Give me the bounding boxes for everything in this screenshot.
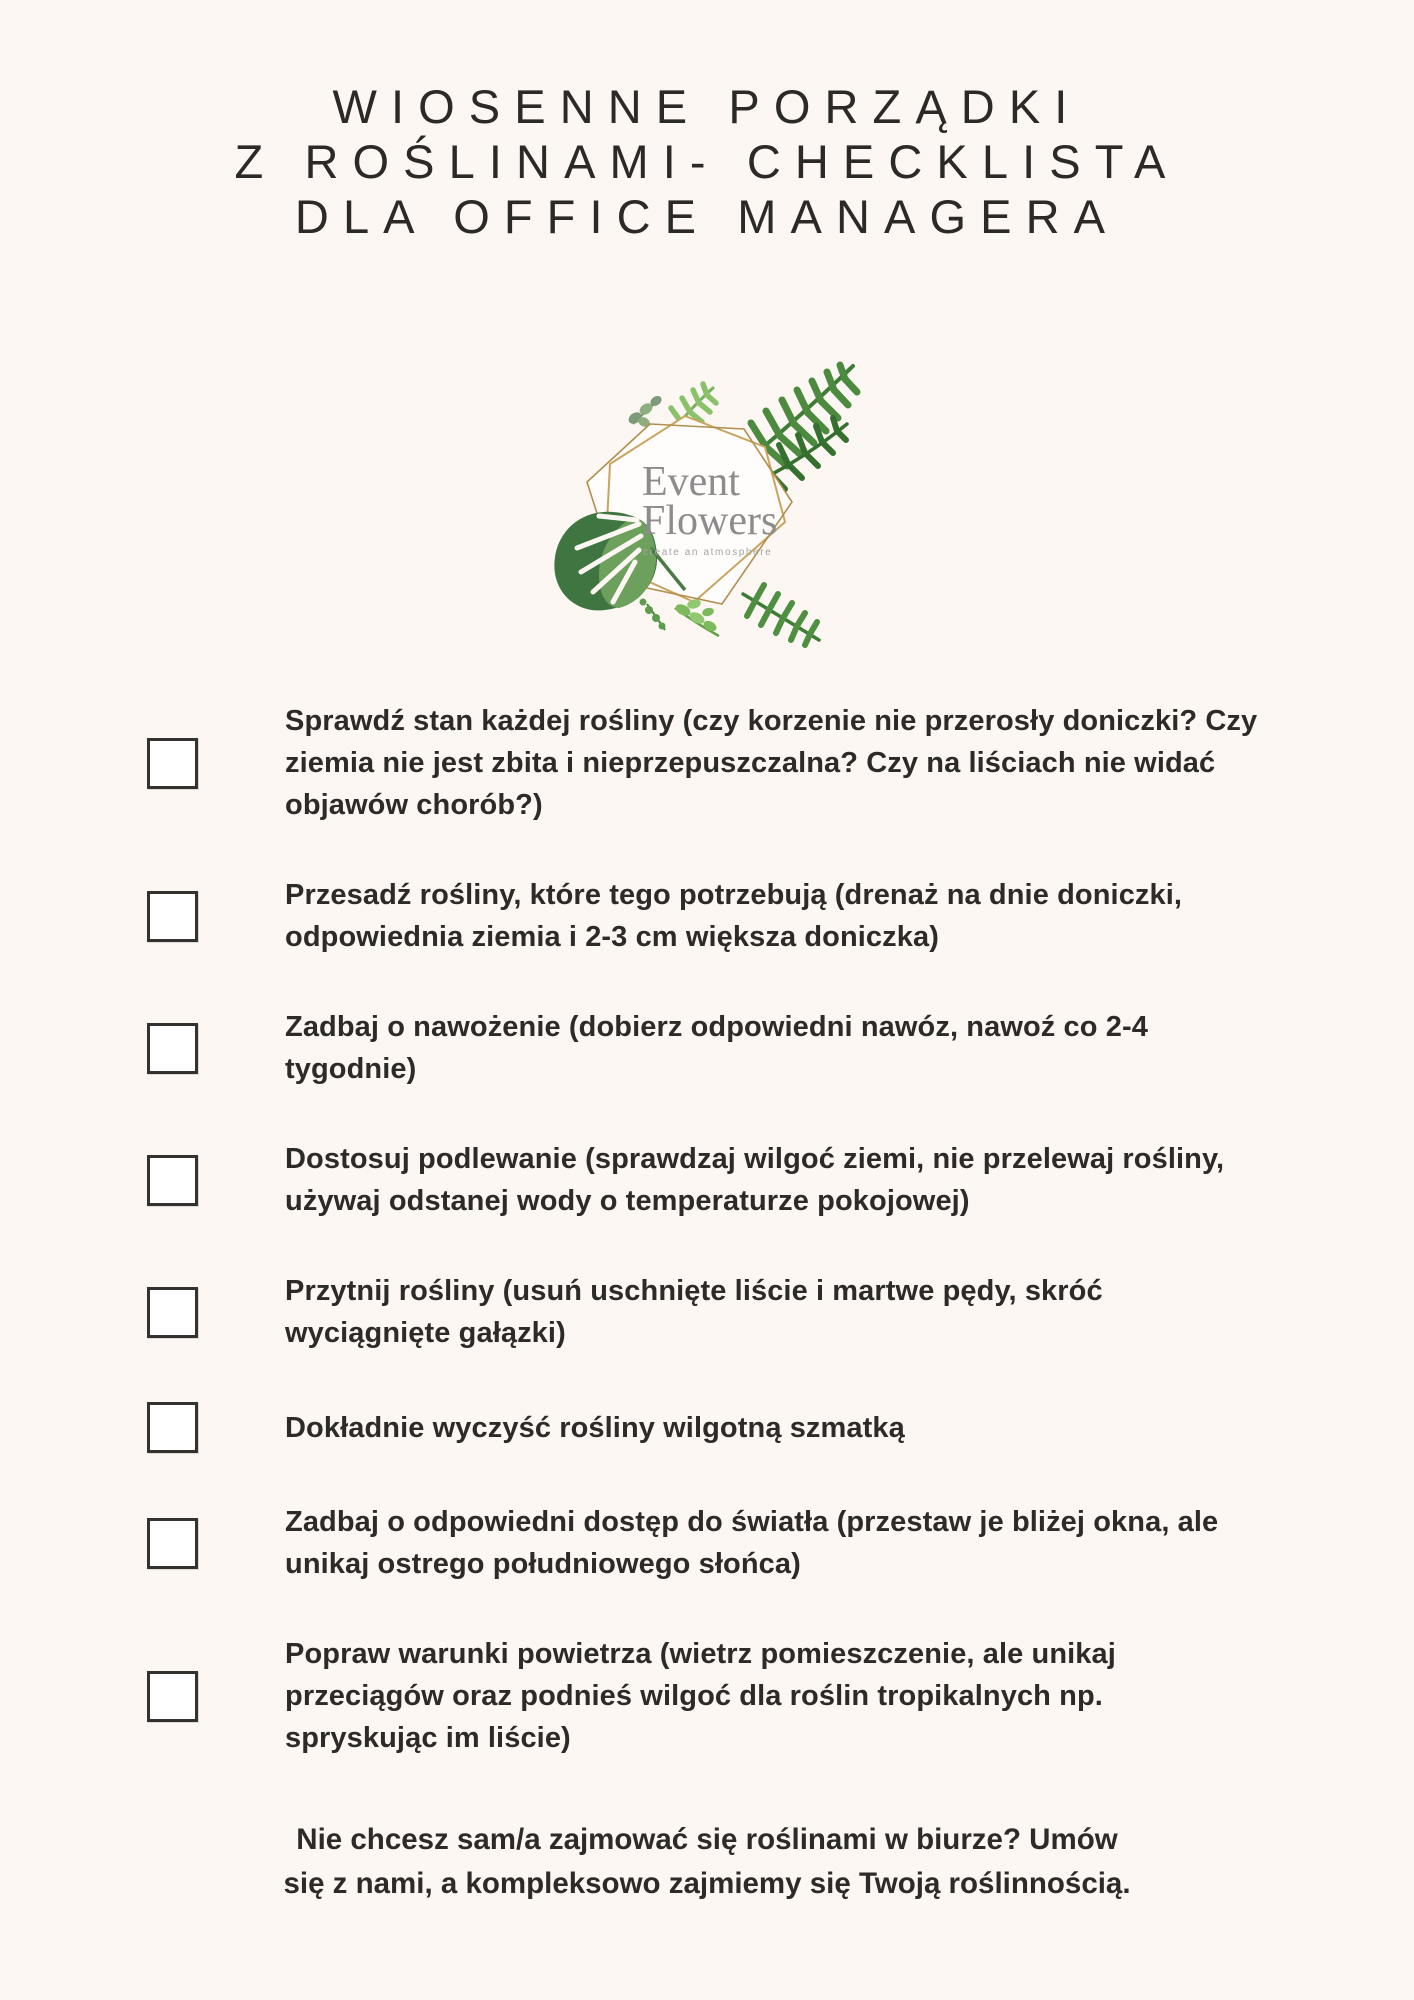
checkbox-item-5[interactable] bbox=[147, 1287, 198, 1338]
checklist bbox=[147, 700, 1287, 1807]
title-line-3: DLA OFFICE MANAGERA bbox=[294, 189, 1120, 243]
title-line-2: Z ROŚLINAMI- CHECKLISTA bbox=[234, 134, 1180, 188]
checklist-row-4 bbox=[147, 1138, 1287, 1222]
checklist-item-7-label: Zadbaj o odpowiedni dostęp do światła (przestaw je bliżej okna, ale unikaj ostrego południowego słońca) bbox=[285, 1506, 1219, 1580]
title-line-1: WIOSENNE PORZĄDKI bbox=[332, 80, 1082, 133]
checklist-row-1 bbox=[147, 700, 1287, 826]
checklist-row-2 bbox=[147, 874, 1287, 958]
logo-tagline: create an atmosphere bbox=[643, 547, 773, 558]
checklist-item-5-label: Przytnij rośliny (usuń uschnięte liście i martwe pędy, skróć wyciągnięte gałązki) bbox=[285, 1275, 1103, 1349]
checklist-item-3-label: Zadbaj o nawożenie (dobierz odpowiedni nawóz, nawoź co 2-4 tygodnie) bbox=[285, 1011, 1148, 1085]
sprig-top-left bbox=[626, 394, 663, 429]
logo-brand-line1: Event bbox=[642, 459, 740, 505]
checkbox-item-3[interactable] bbox=[147, 1023, 198, 1074]
footer-line-1: Nie chcesz sam/a zajmować się roślinami w biurze? Umów bbox=[296, 1823, 1118, 1856]
fern-bottom-right bbox=[743, 585, 819, 645]
page-title bbox=[0, 80, 1414, 245]
checklist-row-6 bbox=[147, 1402, 1287, 1453]
event-flowers-logo bbox=[547, 352, 881, 648]
checkbox-item-1[interactable] bbox=[147, 738, 198, 789]
checkbox-item-6[interactable] bbox=[147, 1402, 198, 1453]
sprig-bottom-center bbox=[674, 598, 719, 636]
checkbox-item-8[interactable] bbox=[147, 1671, 198, 1722]
checklist-item-2-label: Przesadź rośliny, które tego potrzebują (drenaż na dnie doniczki, odpowiednia ziemia i 2-3 cm większa doniczka) bbox=[285, 879, 1183, 953]
footer-cta bbox=[0, 1818, 1414, 1906]
botanical-hexagon-frame-icon bbox=[547, 352, 881, 648]
checklist-row-7 bbox=[147, 1501, 1287, 1585]
checklist-row-3 bbox=[147, 1006, 1287, 1090]
checklist-item-8-label: Popraw warunki powietrza (wietrz pomieszczenie, ale unikaj przeciągów oraz podnieś wilgoć dla roślin tropikalnych np. spryskując im liście) bbox=[285, 1638, 1116, 1754]
checklist-item-1-label: Sprawdź stan każdej rośliny (czy korzenie nie przerosły doniczki? Czy ziemia nie jest zbita i nieprzepuszczalna? Czy na liściach nie widać objawów chorób?) bbox=[285, 705, 1258, 821]
logo-brand-line2: Flowers bbox=[642, 498, 778, 544]
checklist-row-8 bbox=[147, 1633, 1287, 1759]
checkbox-item-4[interactable] bbox=[147, 1155, 198, 1206]
sprig-bottom-left bbox=[640, 599, 666, 631]
footer-line-2: się z nami, a kompleksowo zajmiemy się Twoją roślinnością. bbox=[283, 1867, 1131, 1900]
checkbox-item-2[interactable] bbox=[147, 891, 198, 942]
checkbox-item-7[interactable] bbox=[147, 1518, 198, 1569]
checklist-item-6-label: Dokładnie wyczyść rośliny wilgotną szmatką bbox=[285, 1411, 905, 1444]
checklist-item-4-label: Dostosuj podlewanie (sprawdzaj wilgoć ziemi, nie przelewaj rośliny, używaj odstanej wody o temperaturze pokojowej) bbox=[285, 1143, 1225, 1217]
checklist-row-5 bbox=[147, 1270, 1287, 1354]
